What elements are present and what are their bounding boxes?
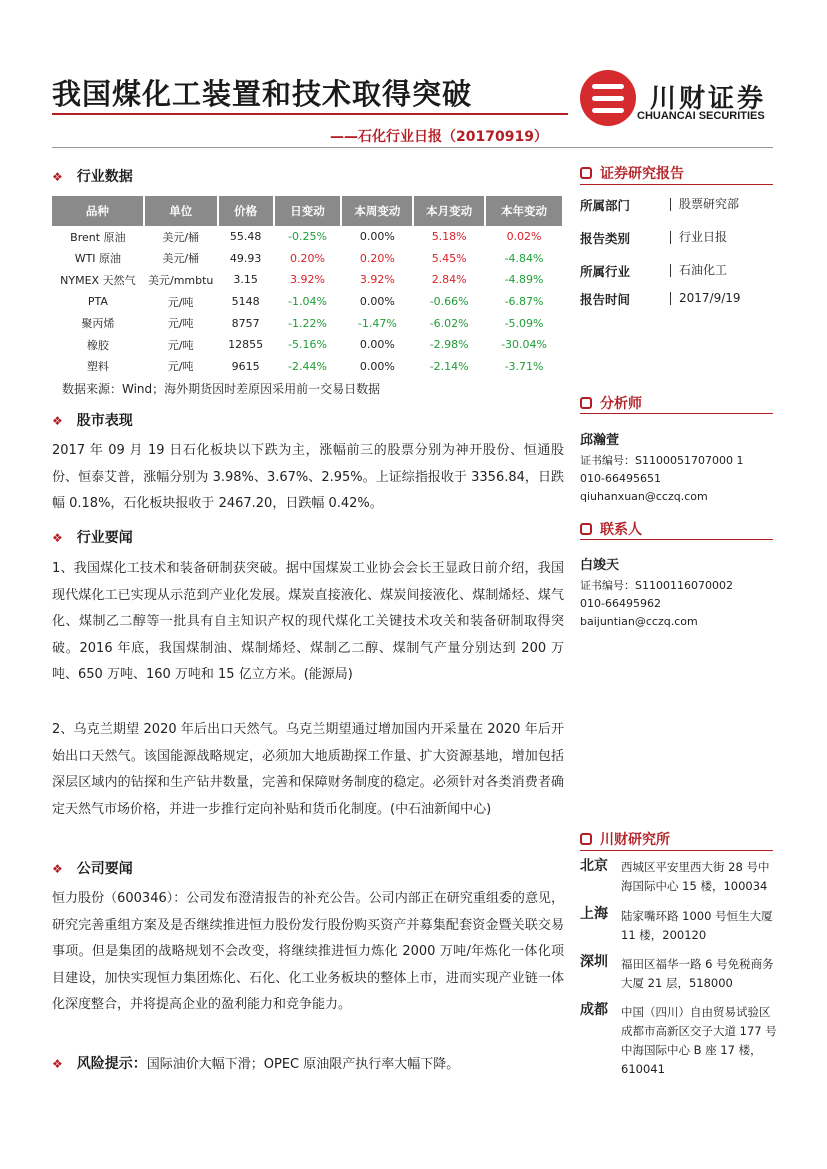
section-company: ❖ 公司要闻: [52, 861, 133, 877]
analyst-phone: 010-66495651: [580, 472, 661, 485]
table-cell-name: WTI 原油: [74, 252, 122, 266]
office-city-beijing: 北京: [580, 858, 608, 874]
info-value-department: 股票研究部: [670, 198, 739, 211]
table-cell-unit: 元/吨: [167, 317, 194, 331]
table-row: [52, 291, 563, 313]
diamond-bullet-icon: ❖: [52, 531, 63, 545]
industry-data-table: [52, 196, 564, 377]
sidebar-institute-head: 川财研究所: [580, 829, 670, 849]
table-cell-year: 0.02%: [506, 230, 542, 244]
table-cell-year: -4.84%: [504, 251, 544, 265]
table-cell-unit: 美元/桶: [162, 252, 200, 266]
section-market: ❖ 股市表现: [52, 413, 133, 429]
table-cell-month: -6.02%: [429, 316, 469, 330]
sidebar-divider: [580, 413, 773, 414]
table-cell-name: 塑料: [86, 360, 109, 374]
table-row: [52, 356, 563, 378]
table-cell-name: 橡胶: [86, 338, 109, 352]
table-cell-week: -1.47%: [357, 316, 397, 330]
info-value-category: 行业日报: [670, 231, 727, 244]
table-row: [52, 312, 563, 334]
col-header: 品种: [52, 196, 144, 226]
office-address-shanghai: 陆家嘴环路 1000 号恒生大厦 11 楼，200120: [621, 909, 773, 942]
analyst-card: [580, 430, 743, 506]
info-value-date: 2017/9/19: [670, 292, 741, 305]
info-key-industry: 所属行业: [580, 264, 631, 279]
office-city-chengdu: 成都: [580, 1002, 608, 1018]
risk-text: 国际油价大幅下滑；OPEC 原油限产执行率大幅下降。: [146, 1057, 460, 1072]
table-cell-unit: 元/吨: [167, 295, 194, 309]
company-paragraph: 恒力股份（600346）：公司发布澄清报告的补充公告。公司内部正在研究重组委的意见，研究完善重组方案及是否继续推进恒力股份发行股份购买资产并募集配套资金暨关联交易事项。但是集团的战略规划不会改变，将继续推进恒力炼化 2000 万吨/年炼化一体化项目建设，加快实现恒力集团炼化、石化、化工业务板块的整体上市，进而实现产业链一体化深度整合，并将提高企业的盈利能力和竞争能力。: [52, 891, 564, 1012]
table-cell-day: -2.44%: [288, 359, 327, 373]
contact-email[interactable]: baijuntian@cczq.com: [580, 615, 698, 628]
analyst-name: 邱瀚萱: [580, 433, 620, 448]
table-cell-price: 9615: [231, 359, 260, 373]
table-cell-month: -2.14%: [429, 359, 469, 373]
table-cell-week: 0.00%: [359, 230, 395, 244]
table-cell-day: -5.16%: [288, 338, 327, 352]
section-news: ❖ 行业要闻: [52, 530, 133, 546]
table-cell-unit: 元/吨: [167, 360, 194, 374]
news-item-1: 1、我国煤化工技术和装备研制获突破。据中国煤炭工业协会会长王显政日前介绍，我国现代煤化工已实现从示范到产业化发展。煤炭直接液化、煤炭间接液化、煤制烯烃、煤气化、煤制乙二醇等一批具有自主知识产权的现代煤化工关键技术攻关和装备研制取得突破。2016 年底，我国煤制油、煤制烯烃、煤制乙二醇、煤制气产量分别达到 200 万吨、650 万吨、160 万吨和 15 亿立方米。(能源局): [52, 561, 564, 682]
info-key-date: 报告时间: [580, 292, 631, 307]
col-header: 本月变动: [413, 196, 485, 226]
sidebar-divider: [580, 850, 773, 851]
sidebar-head-icon: [580, 397, 592, 409]
header-divider: [52, 147, 773, 148]
office-city-shanghai: 上海: [580, 906, 608, 922]
analyst-cert: 证书编号：S1100051707000 1: [580, 454, 744, 467]
sidebar-report-head: 证券研究报告: [580, 163, 684, 183]
diamond-bullet-icon: ❖: [52, 1057, 63, 1071]
contact-cert: 证书编号：S1100116070002: [580, 579, 733, 592]
risk-note: [52, 1053, 459, 1073]
table-cell-name: 聚丙烯: [81, 317, 115, 331]
title-rule: [52, 113, 568, 115]
table-cell-unit: 元/吨: [167, 338, 194, 352]
analyst-email[interactable]: qiuhanxuan@cczq.com: [580, 490, 708, 503]
sidebar-head-icon: [580, 167, 592, 179]
table-cell-unit: 美元/mmbtu: [148, 273, 214, 287]
contact-card: [580, 555, 733, 631]
table-cell-day: -1.22%: [288, 316, 327, 330]
table-cell-year: -30.04%: [501, 338, 547, 352]
office-address-beijing: 西城区平安里西大街 28 号中海国际中心 15 楼，100034: [621, 860, 770, 893]
table-cell-day: 3.92%: [290, 273, 325, 287]
office-city-shenzhen: 深圳: [580, 954, 608, 970]
table-cell-week: 0.00%: [359, 338, 395, 352]
table-cell-name: Brent 原油: [70, 230, 126, 244]
table-cell-week: 0.00%: [359, 295, 395, 309]
table-cell-price: 5148: [231, 295, 260, 309]
col-header: 本年变动: [485, 196, 563, 226]
info-key-category: 报告类别: [580, 231, 631, 246]
table-row: [52, 269, 563, 291]
sidebar-contact-head: 联系人: [580, 519, 642, 539]
contact-phone: 010-66495962: [580, 597, 661, 610]
table-cell-week: 3.92%: [359, 273, 395, 287]
table-cell-month: 2.84%: [431, 273, 467, 287]
table-cell-day: -1.04%: [288, 295, 327, 309]
diamond-bullet-icon: ❖: [52, 414, 63, 428]
info-key-department: 所属部门: [580, 198, 631, 213]
sidebar-head-icon: [580, 833, 592, 845]
table-row: [52, 226, 563, 248]
risk-label: 风险提示：: [76, 1056, 147, 1072]
table-cell-name: PTA: [87, 295, 108, 309]
table-cell-month: -2.98%: [429, 338, 469, 352]
brand-name-en: CHUANCAI SECURITIES: [637, 110, 765, 122]
table-cell-week: 0.00%: [359, 359, 395, 373]
news-item-2: 2、乌克兰期望 2020 年后出口天然气。乌克兰期望通过增加国内开采量在 2020 年后开始出口天然气。该国能源战略规定，必须加大地质勘探工作量、扩大资源基地，增加包括深层区域内的钻探和生产钻井数量，完善和保障财务制度的稳定。必须针对各类消费者确定天然气市场价格，并进一步推行定向补贴和货币化制度。(中石油新闻中心): [52, 722, 564, 817]
data-source-note: 数据来源：Wind；海外期货因时差原因采用前一交易日数据: [62, 382, 381, 396]
table-cell-day: -0.25%: [288, 230, 327, 244]
info-value-industry: 石油化工: [670, 264, 727, 277]
sidebar-head-icon: [580, 523, 592, 535]
table-cell-name: NYMEX 天然气: [60, 273, 136, 287]
table-cell-year: -4.89%: [504, 273, 544, 287]
col-header: 单位: [144, 196, 218, 226]
diamond-bullet-icon: ❖: [52, 170, 63, 184]
report-subtitle: ——石化行业日报（20170919）: [330, 129, 548, 145]
sidebar-divider: [580, 539, 773, 540]
table-cell-price: 49.93: [229, 251, 262, 265]
table-cell-price: 12855: [228, 338, 264, 352]
market-paragraph: 2017 年 09 月 19 日石化板块以下跌为主，涨幅前三的股票分别为神开股份、恒通股份、恒泰艾普，涨幅分别为 3.98%、3.67%、2.95%。上证综指报收于 3356.84，日跌幅 0.18%，石化板块报收于 2467.20，日跌幅 0.42%。: [52, 443, 564, 511]
section-industry-data: ❖ 行业数据: [52, 169, 133, 185]
table-cell-week: 0.20%: [359, 251, 395, 265]
table-header-row: [52, 196, 563, 226]
contact-name: 白竣天: [580, 558, 620, 573]
col-header: 日变动: [274, 196, 342, 226]
table-cell-day: 0.20%: [290, 251, 325, 265]
col-header: 本周变动: [341, 196, 413, 226]
brand-name: 川财证券: [650, 84, 767, 114]
table-cell-month: 5.45%: [431, 251, 467, 265]
table-cell-year: -3.71%: [504, 359, 544, 373]
table-row: [52, 334, 563, 356]
table-row: [52, 248, 563, 270]
col-header: 价格: [218, 196, 274, 226]
report-title: 我国煤化工装置和技术取得突破: [52, 77, 473, 111]
table-cell-price: 55.48: [229, 230, 262, 244]
sidebar-analyst-head: 分析师: [580, 393, 642, 413]
office-address-shenzhen: 福田区福华一路 6 号免税商务大厦 21 层，518000: [621, 957, 774, 990]
table-cell-month: -0.66%: [429, 295, 469, 309]
table-cell-year: -5.09%: [504, 316, 544, 330]
table-cell-month: 5.18%: [431, 230, 467, 244]
table-cell-year: -6.87%: [504, 295, 544, 309]
table-cell-unit: 美元/桶: [162, 230, 200, 244]
office-address-chengdu: 中国（四川）自由贸易试验区成都市高新区交子大道 177 号中海国际中心 B 座 17 楼，610041: [621, 1005, 777, 1076]
table-cell-price: 8757: [231, 316, 260, 330]
sidebar-divider: [580, 184, 773, 185]
chuancai-logo-icon: [580, 70, 636, 126]
diamond-bullet-icon: ❖: [52, 862, 63, 876]
table-cell-price: 3.15: [233, 273, 258, 287]
